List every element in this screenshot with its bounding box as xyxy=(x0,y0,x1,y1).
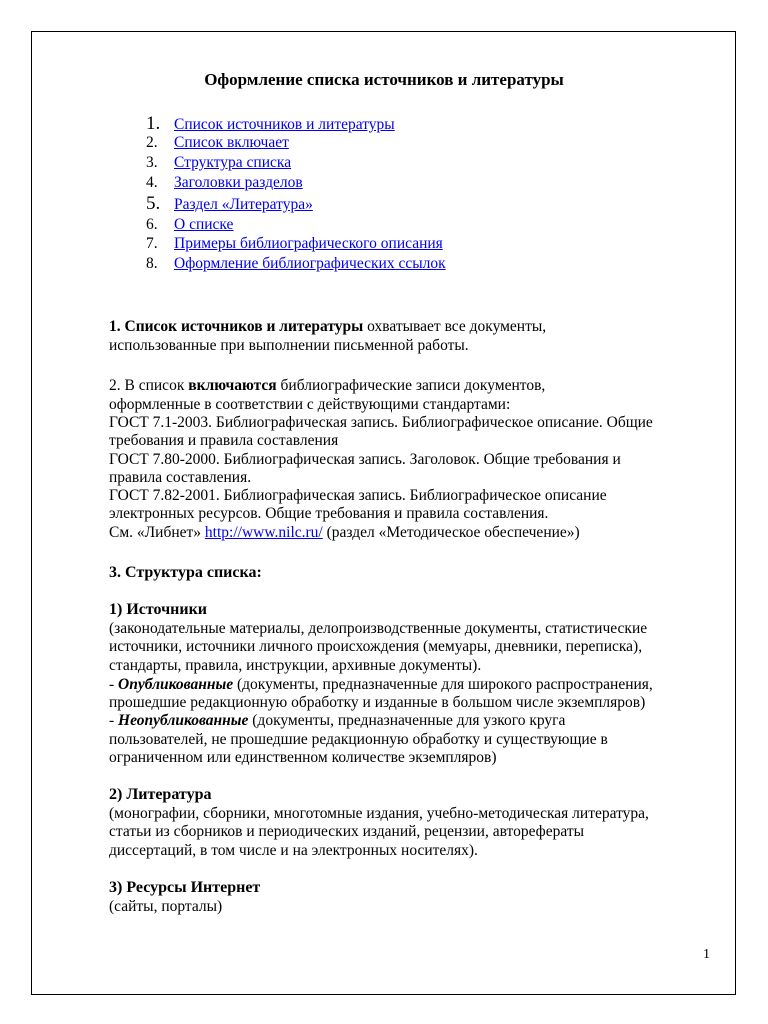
toc-link-5[interactable]: Раздел «Литература» xyxy=(174,196,313,213)
item-sources-line-3: стандарты, правила, инструкции, архивные документы). xyxy=(109,657,482,674)
item-internet-heading: 3) Ресурсы Интернет xyxy=(109,879,261,896)
gost-1-line-1: ГОСТ 7.1-2003. Библиографическая запись. Библиографическое описание. Общие xyxy=(109,414,653,431)
section-2-line-2: оформленные в соответствии с действующими стандартами: xyxy=(109,396,511,413)
gost-2-line-2: правила составления. xyxy=(109,469,252,486)
item-sources-line-2: источники, источники личного происхождения (мемуары, дневники, переписка), xyxy=(109,638,643,655)
toc-item-7[interactable]: 7. Примеры библиографического описания xyxy=(146,235,443,252)
unpublished-line-2: пользователей, не прошедшие редакционную обработку и существующие в xyxy=(109,731,608,748)
toc-link-1[interactable]: Список источников и литературы xyxy=(174,116,395,133)
item-sources-heading: 1) Источники xyxy=(109,601,208,618)
item-literature-line-1: (монографии, сборники, многотомные издания, учебно-методическая литература, xyxy=(109,805,649,822)
item-literature-heading: 2) Литература xyxy=(109,786,212,803)
unpublished-line-1: - Неопубликованные (документы, предназначенные для узкого круга xyxy=(109,712,566,729)
gost-1-line-2: требования и правила составления xyxy=(109,432,339,449)
unpublished-line-3: ограниченном или единственном количестве экземпляров) xyxy=(109,749,497,766)
page-number: 1 xyxy=(703,947,710,962)
gost-3-line-1: ГОСТ 7.82-2001. Библиографическая запись. Библиографическое описание xyxy=(109,487,607,504)
toc-item-8[interactable]: 8. Оформление библиографических ссылок xyxy=(146,255,446,272)
toc-link-4[interactable]: Заголовки разделов xyxy=(174,174,303,191)
item-literature-line-3: диссертаций, в том числе и на электронных носителях). xyxy=(109,842,478,859)
toc-item-1[interactable]: 1. Список источников и литературы xyxy=(146,113,395,134)
section-1-line-2: использованные при выполнении письменной работы. xyxy=(109,337,469,354)
toc-item-3[interactable]: 3. Структура списка xyxy=(146,154,292,171)
item-literature-line-2: статьи из сборников и периодических изданий, рецензии, авторефераты xyxy=(109,823,585,840)
published-line-2: прошедшие редакционную обработку и изданные в большом числе экземпляров) xyxy=(109,694,646,711)
document-title: Оформление списка источников и литературы xyxy=(204,70,564,89)
toc-link-7[interactable]: Примеры библиографического описания xyxy=(174,235,443,252)
toc-item-4[interactable]: 4. Заголовки разделов xyxy=(146,174,303,191)
gost-2-line-1: ГОСТ 7.80-2000. Библиографическая запись. Заголовок. Общие требования и xyxy=(109,451,621,468)
gost-3-line-2: электронных ресурсов. Общие требования и правила составления. xyxy=(109,505,549,522)
section-1-line-1: 1. Список источников и литературы охватывает все документы, xyxy=(109,318,547,335)
section-3-heading: 3. Структура списка: xyxy=(109,564,262,581)
toc-item-2[interactable]: 2. Список включает xyxy=(146,134,289,151)
published-line-1: - Опубликованные (документы, предназначенные для широкого распространения, xyxy=(109,676,653,693)
item-internet-line-1: (сайты, порталы) xyxy=(109,898,223,915)
toc-link-2[interactable]: Список включает xyxy=(174,134,289,151)
toc-link-8[interactable]: Оформление библиографических ссылок xyxy=(174,255,446,272)
section-2-line-1: 2. В список включаются библиографические записи документов, xyxy=(109,377,546,394)
item-sources-line-1: (законодательные материалы, делопроизводственные документы, статистические xyxy=(109,620,648,637)
toc-link-6[interactable]: О списке xyxy=(174,216,234,233)
nilc-link[interactable]: http://www.nilc.ru/ xyxy=(204,524,323,541)
toc-link-3[interactable]: Структура списка xyxy=(174,154,292,171)
toc-item-6[interactable]: 6. О списке xyxy=(146,216,234,233)
see-also-line: См. «Либнет» http://www.nilc.ru/ (раздел «Методическое обеспечение») xyxy=(109,524,580,541)
toc-item-5[interactable]: 5. Раздел «Литература» xyxy=(146,193,313,214)
